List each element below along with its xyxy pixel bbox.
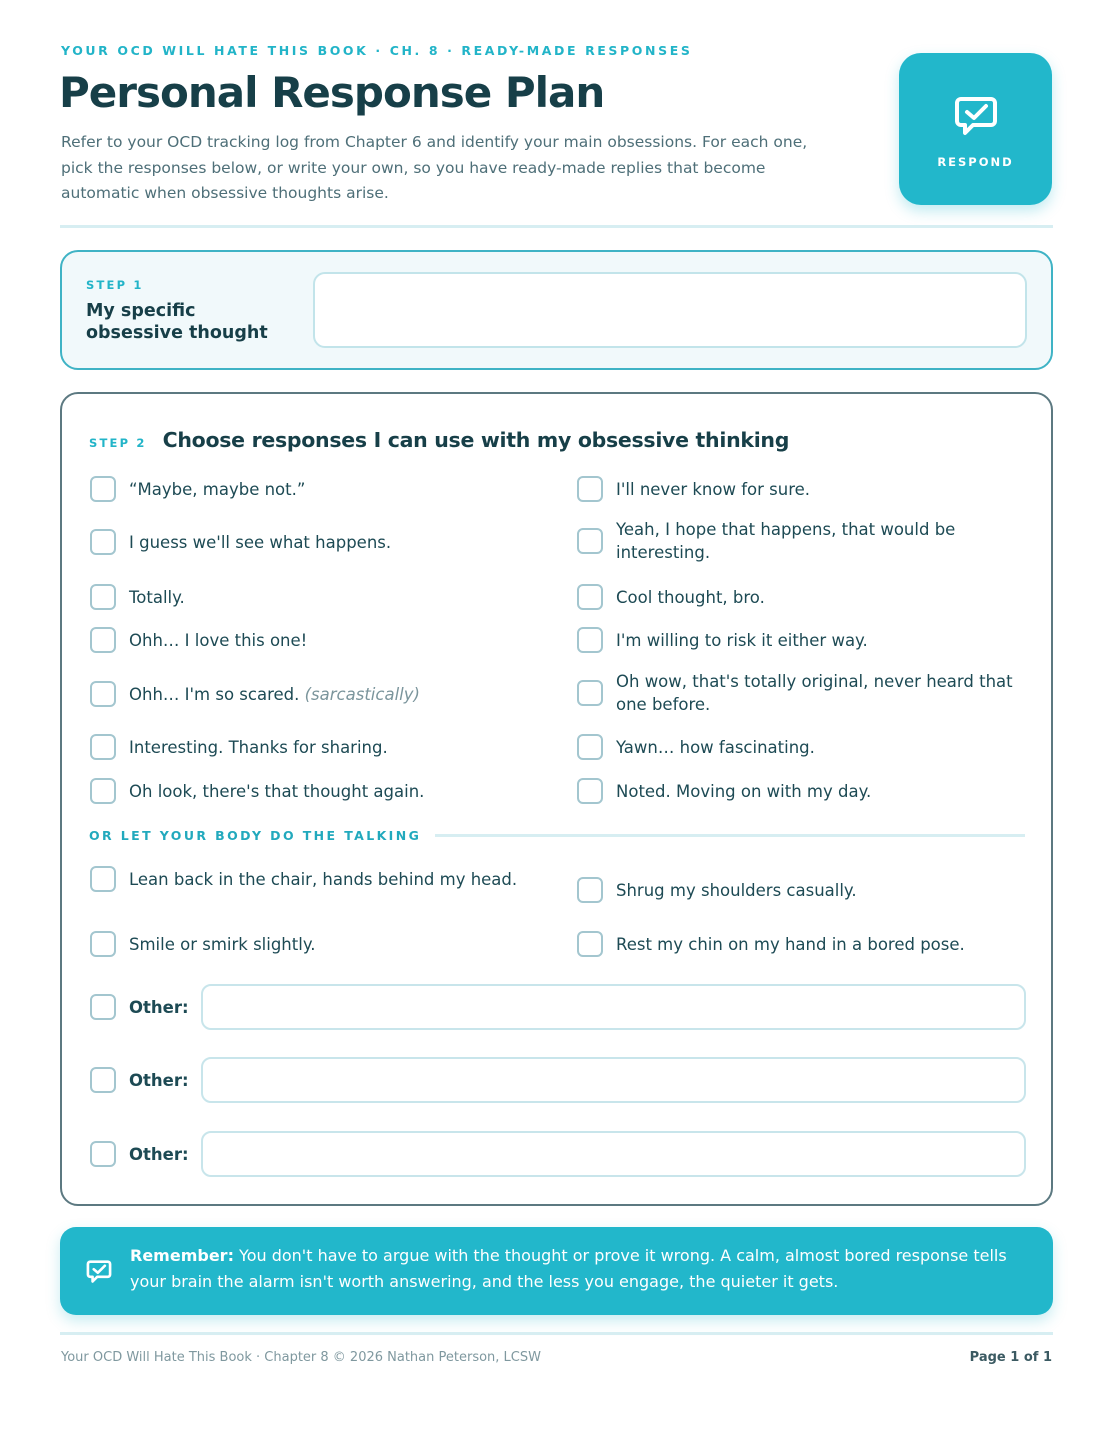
option-label: I'm willing to risk it either way. <box>616 630 868 650</box>
checkbox[interactable] <box>90 1067 116 1093</box>
response-option[interactable] <box>577 627 1017 653</box>
checkbox[interactable] <box>90 778 116 804</box>
option-label: Cool thought, bro. <box>616 587 765 607</box>
other-response-input[interactable] <box>201 984 1026 1030</box>
checkbox[interactable] <box>90 994 116 1020</box>
remember-callout <box>60 1227 1053 1315</box>
response-option[interactable] <box>90 778 520 804</box>
option-label: Noted. Moving on with my day. <box>616 781 872 801</box>
response-option[interactable] <box>577 518 1017 564</box>
option-label: I guess we'll see what happens. <box>129 532 392 552</box>
option-label: Lean back in the chair, hands behind my head. <box>129 869 518 889</box>
other-response-row <box>90 1057 1026 1103</box>
option-label: Yeah, I hope that happens, that would be interesting. <box>616 520 956 562</box>
checkbox[interactable] <box>577 584 603 610</box>
option-label: Totally. <box>129 587 185 607</box>
response-option[interactable] <box>577 734 1017 760</box>
other-label: Other: <box>129 1144 189 1164</box>
remember-lead: Remember: <box>130 1246 234 1265</box>
checkbox[interactable] <box>577 877 603 903</box>
option-label: Smile or smirk slightly. <box>129 934 316 954</box>
step2-tag: STEP 2 <box>89 436 147 450</box>
checkbox[interactable] <box>577 627 603 653</box>
other-response-row <box>90 1131 1026 1177</box>
intro-text: Refer to your OCD tracking log from Chapter 6 and identify your main obsessions. For each one, pick the responses below, or write your own, so you have ready-made replies that become automatic when obsessive thoughts arise. <box>61 133 808 202</box>
remember-text <box>130 1243 1030 1295</box>
response-option[interactable] <box>90 627 520 653</box>
response-option[interactable] <box>90 734 520 760</box>
body-option[interactable] <box>577 877 1017 903</box>
response-option[interactable] <box>577 476 1017 502</box>
response-option[interactable] <box>577 670 1017 716</box>
step1-tag: STEP 1 <box>86 278 144 292</box>
checkbox[interactable] <box>577 476 603 502</box>
option-label: Shrug my shoulders casually. <box>616 880 857 900</box>
page-title: Personal Response Plan <box>59 68 605 117</box>
other-response-row <box>90 984 1026 1030</box>
body-section-heading <box>89 828 1025 843</box>
footer-divider <box>60 1332 1053 1335</box>
response-option[interactable] <box>90 584 520 610</box>
step2-panel <box>60 392 1053 1206</box>
body-option[interactable] <box>577 931 1017 957</box>
section-label: OR LET YOUR BODY DO THE TALKING <box>89 828 422 843</box>
option-label: Yawn… how fascinating. <box>616 737 815 757</box>
checkbox[interactable] <box>90 584 116 610</box>
obsessive-thought-input[interactable] <box>313 272 1027 348</box>
other-response-input[interactable] <box>201 1057 1026 1103</box>
option-label: Oh look, there's that thought again. <box>129 781 425 801</box>
response-option[interactable] <box>577 584 1017 610</box>
checkbox[interactable] <box>577 680 603 706</box>
option-note: (sarcastically) <box>304 684 420 704</box>
option-label: Oh wow, that's totally original, never heard that one before. <box>616 672 1013 714</box>
checkbox[interactable] <box>577 528 603 554</box>
checkbox[interactable] <box>90 866 116 892</box>
speech-bubble-check-icon <box>952 91 1000 139</box>
option-label: “Maybe, maybe not.” <box>129 479 306 499</box>
speech-bubble-check-icon <box>85 1257 113 1285</box>
header-divider <box>60 225 1053 228</box>
checkbox[interactable] <box>90 1141 116 1167</box>
option-label: Rest my chin on my hand in a bored pose. <box>616 934 965 954</box>
checkbox[interactable] <box>90 529 116 555</box>
checkbox[interactable] <box>90 627 116 653</box>
other-response-input[interactable] <box>201 1131 1026 1177</box>
option-text: Ohh… I'm so scared. <box>129 684 300 704</box>
response-option[interactable] <box>90 681 520 707</box>
respond-badge <box>899 53 1052 205</box>
body-option[interactable] <box>90 866 520 892</box>
checkbox[interactable] <box>90 734 116 760</box>
remember-body: You don't have to argue with the thought or prove it wrong. A calm, almost bored response tells your brain the alarm isn't worth answering, and the less you engage, the quieter it gets. <box>130 1246 1007 1291</box>
badge-label: RESPOND <box>937 155 1014 169</box>
other-label: Other: <box>129 997 189 1017</box>
checkbox[interactable] <box>577 778 603 804</box>
checkbox[interactable] <box>90 681 116 707</box>
other-label: Other: <box>129 1070 189 1090</box>
step2-heading <box>89 428 789 452</box>
step1-label: My specific obsessive thought <box>86 301 268 343</box>
checkbox[interactable] <box>577 734 603 760</box>
step2-title: Choose responses I can use with my obsessive thinking <box>162 428 790 452</box>
response-option[interactable] <box>90 529 520 555</box>
response-option[interactable] <box>577 778 1017 804</box>
checkbox[interactable] <box>577 931 603 957</box>
footer-credit: Your OCD Will Hate This Book · Chapter 8 © 2026 Nathan Peterson, LCSW <box>61 1350 541 1365</box>
step1-panel <box>60 250 1053 370</box>
checkbox[interactable] <box>90 931 116 957</box>
section-divider <box>435 834 1025 837</box>
option-label: Ohh… I love this one! <box>129 630 308 650</box>
body-option[interactable] <box>90 931 520 957</box>
page-number: Page 1 of 1 <box>969 1350 1052 1365</box>
checkbox[interactable] <box>90 476 116 502</box>
eyebrow: YOUR OCD WILL HATE THIS BOOK · CH. 8 · READY-MADE RESPONSES <box>61 43 693 58</box>
response-option[interactable] <box>90 476 520 502</box>
option-label <box>129 683 420 706</box>
option-label: Interesting. Thanks for sharing. <box>129 737 388 757</box>
option-label: I'll never know for sure. <box>616 479 811 499</box>
